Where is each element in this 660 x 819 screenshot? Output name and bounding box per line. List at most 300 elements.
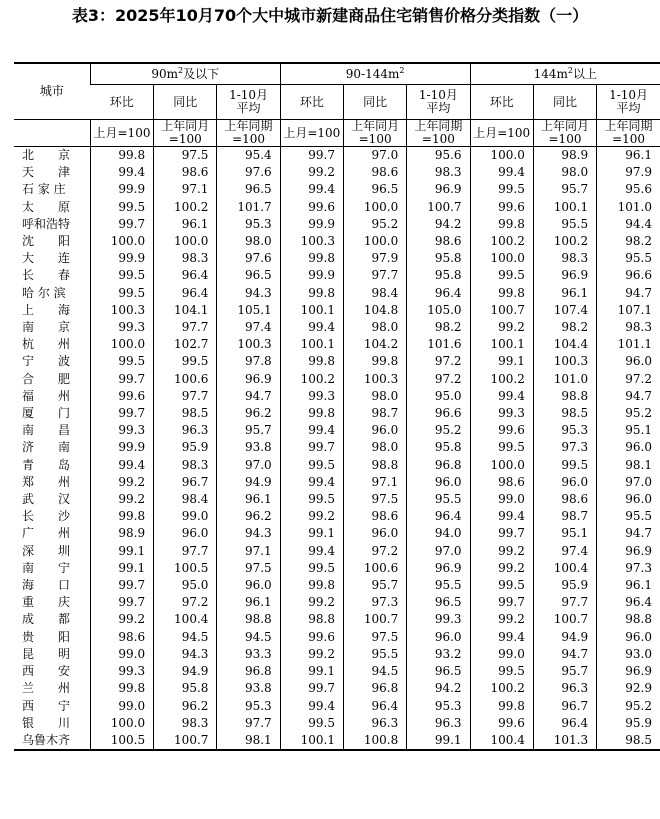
sub-header-2-1: 同比 [533, 85, 596, 120]
index-value-cell: 94.7 [597, 525, 660, 542]
index-value-cell: 96.2 [154, 698, 217, 715]
index-value-cell: 100.1 [280, 302, 343, 319]
base-header-2-1: 上年同月 =100 [533, 120, 596, 147]
table-row [14, 405, 660, 422]
index-value-cell: 99.5 [280, 457, 343, 474]
index-value-cell: 99.6 [90, 388, 153, 405]
index-value-cell: 97.2 [597, 371, 660, 388]
group-header-large-base: 144m [533, 66, 568, 81]
index-value-cell: 100.1 [280, 336, 343, 353]
city-name-cell: 石 家 庄 [22, 182, 66, 197]
index-value-cell: 97.5 [154, 147, 217, 165]
index-value-cell: 96.6 [407, 405, 470, 422]
index-value-cell: 99.9 [90, 181, 153, 198]
table-row [14, 508, 660, 525]
index-value-cell: 99.1 [90, 543, 153, 560]
index-value-cell: 104.4 [533, 336, 596, 353]
index-value-cell: 100.0 [90, 715, 153, 732]
index-value-cell: 97.3 [343, 594, 406, 611]
index-value-cell: 100.4 [470, 732, 533, 750]
index-value-cell: 98.6 [90, 629, 153, 646]
index-value-cell: 99.5 [90, 199, 153, 216]
index-value-cell: 99.4 [280, 181, 343, 198]
index-value-cell: 98.5 [154, 405, 217, 422]
index-value-cell: 97.7 [343, 267, 406, 284]
index-value-cell: 99.0 [90, 698, 153, 715]
index-value-cell: 101.6 [407, 336, 470, 353]
index-value-cell: 100.7 [154, 732, 217, 750]
index-value-cell: 98.7 [343, 405, 406, 422]
table-row [14, 646, 660, 663]
city-name-cell: 武 汉 [22, 492, 71, 507]
index-value-cell: 96.1 [217, 491, 280, 508]
price-index-table-container [14, 62, 660, 751]
index-value-cell: 99.5 [470, 181, 533, 198]
index-value-cell: 95.4 [217, 147, 280, 165]
index-value-cell: 98.4 [343, 285, 406, 302]
sub-header-1-1: 同比 [343, 85, 406, 120]
index-value-cell: 98.7 [533, 508, 596, 525]
index-value-cell: 99.3 [90, 319, 153, 336]
city-name-cell: 长 沙 [22, 509, 71, 524]
table-row [14, 577, 660, 594]
city-name-cell: 沈 阳 [22, 234, 71, 249]
index-value-cell: 99.8 [280, 577, 343, 594]
index-value-cell: 99.6 [470, 199, 533, 216]
index-value-cell: 99.1 [407, 732, 470, 750]
city-name-cell: 郑 州 [22, 474, 71, 489]
index-value-cell: 107.1 [597, 302, 660, 319]
index-value-cell: 96.7 [154, 474, 217, 491]
index-value-cell: 95.2 [343, 216, 406, 233]
index-value-cell: 101.0 [597, 199, 660, 216]
index-value-cell: 100.1 [533, 199, 596, 216]
index-value-cell: 99.3 [280, 388, 343, 405]
table-row [14, 560, 660, 577]
sub-header-2-2: 1-10月 平均 [597, 85, 660, 120]
table-row [14, 250, 660, 267]
index-value-cell: 99.3 [90, 422, 153, 439]
index-value-cell: 96.0 [597, 491, 660, 508]
index-value-cell: 99.5 [90, 285, 153, 302]
index-value-cell: 98.6 [154, 164, 217, 181]
index-value-cell: 93.2 [407, 646, 470, 663]
index-value-cell: 99.0 [154, 508, 217, 525]
index-value-cell: 97.7 [154, 543, 217, 560]
index-value-cell: 96.6 [597, 267, 660, 284]
index-value-cell: 95.5 [343, 646, 406, 663]
index-value-cell: 94.7 [533, 646, 596, 663]
index-value-cell: 100.5 [154, 560, 217, 577]
index-value-cell: 99.4 [280, 698, 343, 715]
city-name-cell: 上 海 [22, 302, 71, 317]
index-value-cell: 98.0 [343, 388, 406, 405]
index-value-cell: 99.1 [90, 560, 153, 577]
base-header-1-0: 上月=100 [280, 120, 343, 147]
index-value-cell: 99.7 [470, 594, 533, 611]
sub-header-row [14, 85, 660, 120]
index-value-cell: 98.4 [154, 491, 217, 508]
index-value-cell: 98.8 [597, 611, 660, 628]
index-value-cell: 94.5 [217, 629, 280, 646]
index-value-cell: 98.8 [343, 457, 406, 474]
index-value-cell: 97.9 [343, 250, 406, 267]
index-value-cell: 99.4 [90, 457, 153, 474]
index-value-cell: 98.0 [217, 233, 280, 250]
city-name-cell: 成 都 [22, 612, 71, 627]
index-value-cell: 95.7 [533, 181, 596, 198]
index-value-cell: 98.2 [533, 319, 596, 336]
index-value-cell: 99.0 [470, 646, 533, 663]
city-name-cell: 贵 阳 [22, 629, 71, 644]
index-value-cell: 99.5 [90, 353, 153, 370]
base-header-2-2: 上年同期 =100 [597, 120, 660, 147]
table-row [14, 216, 660, 233]
index-value-cell: 95.5 [533, 216, 596, 233]
index-value-cell: 95.3 [533, 422, 596, 439]
index-value-cell: 96.3 [407, 715, 470, 732]
index-value-cell: 99.7 [280, 147, 343, 165]
index-value-cell: 99.8 [343, 353, 406, 370]
index-value-cell: 100.7 [343, 611, 406, 628]
index-value-cell: 98.1 [217, 732, 280, 750]
index-value-cell: 102.7 [154, 336, 217, 353]
index-value-cell: 97.2 [407, 353, 470, 370]
index-value-cell: 99.9 [90, 439, 153, 456]
index-value-cell: 95.0 [407, 388, 470, 405]
table-row [14, 491, 660, 508]
index-value-cell: 99.9 [280, 216, 343, 233]
index-value-cell: 99.5 [470, 439, 533, 456]
index-value-cell: 95.6 [597, 181, 660, 198]
index-value-cell: 98.5 [533, 405, 596, 422]
index-value-cell: 99.8 [90, 680, 153, 697]
index-value-cell: 97.1 [343, 474, 406, 491]
index-value-cell: 99.5 [90, 267, 153, 284]
index-value-cell: 99.3 [470, 405, 533, 422]
index-value-cell: 96.5 [217, 181, 280, 198]
index-value-cell: 95.8 [407, 439, 470, 456]
group-header-medium-sup: 2 [399, 65, 405, 75]
index-value-cell: 101.7 [217, 199, 280, 216]
index-value-cell: 98.3 [533, 250, 596, 267]
index-value-cell: 95.9 [533, 577, 596, 594]
index-value-cell: 99.4 [280, 543, 343, 560]
index-value-cell: 99.2 [280, 646, 343, 663]
index-value-cell: 99.4 [280, 474, 343, 491]
index-value-cell: 100.4 [154, 611, 217, 628]
table-row [14, 629, 660, 646]
table-row [14, 474, 660, 491]
index-value-cell: 96.1 [154, 216, 217, 233]
index-value-cell: 99.2 [280, 164, 343, 181]
index-value-cell: 96.0 [407, 629, 470, 646]
index-value-cell: 98.0 [533, 164, 596, 181]
index-value-cell: 96.1 [597, 577, 660, 594]
index-value-cell: 94.9 [533, 629, 596, 646]
index-value-cell: 93.8 [217, 680, 280, 697]
table-row [14, 147, 660, 165]
table-row [14, 285, 660, 302]
index-value-cell: 96.9 [597, 663, 660, 680]
index-value-cell: 101.3 [533, 732, 596, 750]
index-value-cell: 99.4 [470, 164, 533, 181]
index-value-cell: 94.2 [407, 216, 470, 233]
city-name-cell: 西 安 [22, 664, 71, 679]
index-value-cell: 100.0 [470, 250, 533, 267]
index-value-cell: 99.8 [280, 353, 343, 370]
index-value-cell: 97.3 [597, 560, 660, 577]
index-value-cell: 100.7 [533, 611, 596, 628]
index-value-cell: 97.2 [154, 594, 217, 611]
index-value-cell: 98.3 [154, 457, 217, 474]
city-name-cell: 深 圳 [22, 543, 71, 558]
index-value-cell: 99.2 [470, 543, 533, 560]
index-value-cell: 99.8 [470, 698, 533, 715]
table-row [14, 267, 660, 284]
index-value-cell: 97.3 [533, 439, 596, 456]
index-value-cell: 96.9 [533, 267, 596, 284]
index-value-cell: 99.2 [470, 319, 533, 336]
group-header-small-sup: 2 [178, 65, 184, 75]
city-name-cell: 南 宁 [22, 560, 71, 575]
index-value-cell: 100.0 [470, 457, 533, 474]
index-value-cell: 96.2 [217, 508, 280, 525]
index-value-cell: 97.4 [533, 543, 596, 560]
index-value-cell: 95.6 [407, 147, 470, 165]
index-value-cell: 97.8 [217, 353, 280, 370]
index-value-cell: 95.9 [154, 439, 217, 456]
index-value-cell: 94.7 [597, 285, 660, 302]
index-value-cell: 96.0 [154, 525, 217, 542]
index-value-cell: 96.0 [407, 474, 470, 491]
index-value-cell: 99.0 [470, 491, 533, 508]
table-row [14, 181, 660, 198]
table-row [14, 611, 660, 628]
index-value-cell: 95.1 [533, 525, 596, 542]
index-value-cell: 99.6 [470, 422, 533, 439]
index-value-cell: 96.9 [407, 560, 470, 577]
city-name-cell: 乌鲁木齐 [14, 732, 90, 750]
table-row [14, 371, 660, 388]
index-value-cell: 97.0 [407, 543, 470, 560]
index-value-cell: 99.7 [280, 439, 343, 456]
index-value-cell: 100.0 [90, 233, 153, 250]
sub-header-2-0: 环比 [470, 85, 533, 120]
index-value-cell: 94.5 [343, 663, 406, 680]
index-value-cell: 99.5 [280, 560, 343, 577]
city-base-header-blank [14, 120, 90, 147]
index-value-cell: 99.5 [470, 663, 533, 680]
index-value-cell: 94.9 [154, 663, 217, 680]
table-header [14, 63, 660, 147]
city-name-cell: 重 庆 [22, 595, 71, 610]
city-name-cell: 兰 州 [22, 681, 71, 696]
index-value-cell: 99.2 [280, 594, 343, 611]
index-value-cell: 99.4 [90, 164, 153, 181]
index-value-cell: 99.8 [280, 250, 343, 267]
city-name-cell: 长 春 [22, 268, 71, 283]
index-value-cell: 99.7 [90, 577, 153, 594]
index-value-cell: 97.0 [597, 474, 660, 491]
index-value-cell: 99.1 [470, 353, 533, 370]
index-value-cell: 99.8 [470, 285, 533, 302]
index-value-cell: 96.4 [533, 715, 596, 732]
sub-header-1-0: 环比 [280, 85, 343, 120]
index-value-cell: 95.3 [217, 216, 280, 233]
index-value-cell: 104.8 [343, 302, 406, 319]
index-value-cell: 99.5 [533, 457, 596, 474]
group-header-large [470, 63, 660, 85]
index-value-cell: 94.5 [154, 629, 217, 646]
index-value-cell: 95.5 [597, 508, 660, 525]
table-row [14, 422, 660, 439]
index-value-cell: 97.0 [217, 457, 280, 474]
index-value-cell: 97.4 [217, 319, 280, 336]
table-row [14, 715, 660, 732]
index-value-cell: 96.3 [343, 715, 406, 732]
index-value-cell: 97.5 [343, 491, 406, 508]
city-name-cell: 南 京 [22, 320, 71, 335]
table-row [14, 680, 660, 697]
index-value-cell: 101.1 [597, 336, 660, 353]
index-value-cell: 99.8 [280, 405, 343, 422]
index-value-cell: 100.6 [154, 371, 217, 388]
index-value-cell: 100.7 [407, 199, 470, 216]
table-row [14, 439, 660, 456]
index-value-cell: 97.9 [597, 164, 660, 181]
index-value-cell: 98.5 [597, 732, 660, 750]
index-value-cell: 104.1 [154, 302, 217, 319]
table-row [14, 353, 660, 370]
index-value-cell: 94.4 [597, 216, 660, 233]
index-value-cell: 99.7 [90, 216, 153, 233]
base-header-0-2: 上年同期 =100 [217, 120, 280, 147]
index-value-cell: 95.9 [597, 715, 660, 732]
index-value-cell: 100.3 [343, 371, 406, 388]
index-value-cell: 99.8 [280, 285, 343, 302]
table-body [14, 147, 660, 751]
index-value-cell: 95.5 [407, 491, 470, 508]
index-value-cell: 95.8 [154, 680, 217, 697]
index-value-cell: 95.8 [407, 267, 470, 284]
table-row [14, 388, 660, 405]
index-value-cell: 98.8 [217, 611, 280, 628]
city-name-cell: 哈 尔 滨 [22, 285, 66, 300]
index-value-cell: 98.3 [154, 715, 217, 732]
index-value-cell: 97.7 [154, 319, 217, 336]
index-value-cell: 100.0 [90, 336, 153, 353]
index-value-cell: 107.4 [533, 302, 596, 319]
sub-header-1-2: 1-10月 平均 [407, 85, 470, 120]
index-value-cell: 99.8 [90, 508, 153, 525]
base-header-0-0: 上月=100 [90, 120, 153, 147]
index-value-cell: 96.5 [407, 663, 470, 680]
city-name-cell: 厦 门 [22, 406, 71, 421]
index-value-cell: 99.8 [90, 147, 153, 165]
index-value-cell: 99.5 [280, 491, 343, 508]
index-value-cell: 96.9 [597, 543, 660, 560]
index-value-cell: 96.1 [533, 285, 596, 302]
table-row [14, 199, 660, 216]
index-value-cell: 100.2 [470, 233, 533, 250]
sub-header-0-1: 同比 [154, 85, 217, 120]
index-value-cell: 96.7 [533, 698, 596, 715]
index-value-cell: 95.2 [597, 698, 660, 715]
table-row [14, 336, 660, 353]
index-value-cell: 96.4 [407, 285, 470, 302]
index-value-cell: 99.2 [470, 560, 533, 577]
base-header-row [14, 120, 660, 147]
index-value-cell: 94.2 [407, 680, 470, 697]
index-value-cell: 99.0 [90, 646, 153, 663]
group-header-medium-base: 90-144m [345, 66, 400, 81]
index-value-cell: 100.1 [280, 732, 343, 750]
group-header-small [90, 63, 280, 85]
index-value-cell: 99.7 [90, 405, 153, 422]
index-value-cell: 96.0 [597, 439, 660, 456]
index-value-cell: 96.3 [154, 422, 217, 439]
index-value-cell: 96.8 [217, 663, 280, 680]
index-value-cell: 99.9 [90, 250, 153, 267]
index-value-cell: 100.5 [90, 732, 153, 750]
index-value-cell: 96.1 [217, 594, 280, 611]
index-value-cell: 96.4 [154, 267, 217, 284]
index-value-cell: 97.1 [217, 543, 280, 560]
index-value-cell: 100.2 [280, 371, 343, 388]
index-value-cell: 97.2 [343, 543, 406, 560]
index-value-cell: 100.2 [533, 233, 596, 250]
index-value-cell: 100.3 [217, 336, 280, 353]
index-value-cell: 96.0 [343, 525, 406, 542]
index-value-cell: 97.2 [407, 371, 470, 388]
index-value-cell: 97.5 [343, 629, 406, 646]
index-value-cell: 93.8 [217, 439, 280, 456]
city-name-cell: 广 州 [22, 526, 71, 541]
index-value-cell: 99.5 [470, 267, 533, 284]
index-value-cell: 100.6 [343, 560, 406, 577]
index-value-cell: 99.4 [280, 422, 343, 439]
index-value-cell: 100.1 [470, 336, 533, 353]
index-value-cell: 100.4 [533, 560, 596, 577]
index-value-cell: 95.7 [533, 663, 596, 680]
city-name-cell: 济 南 [22, 440, 71, 455]
city-name-cell: 呼和浩特 [22, 216, 71, 231]
table-row [14, 302, 660, 319]
city-name-cell: 杭 州 [22, 337, 71, 352]
table-row [14, 543, 660, 560]
index-value-cell: 100.3 [280, 233, 343, 250]
index-value-cell: 98.6 [533, 491, 596, 508]
city-name-cell: 青 岛 [22, 457, 71, 472]
city-column-header: 城市 [14, 63, 90, 120]
base-header-0-1: 上年同月 =100 [154, 120, 217, 147]
index-value-cell: 100.7 [470, 302, 533, 319]
index-value-cell: 99.2 [90, 491, 153, 508]
index-value-cell: 99.4 [470, 388, 533, 405]
city-name-cell: 福 州 [22, 388, 71, 403]
index-value-cell: 96.4 [407, 508, 470, 525]
city-name-cell: 北 京 [22, 148, 71, 162]
index-value-cell: 99.6 [280, 629, 343, 646]
index-value-cell: 100.0 [343, 233, 406, 250]
index-value-cell: 98.6 [343, 164, 406, 181]
index-value-cell: 98.3 [407, 164, 470, 181]
index-value-cell: 100.2 [470, 680, 533, 697]
index-value-cell: 95.1 [597, 422, 660, 439]
index-value-cell: 95.5 [597, 250, 660, 267]
index-value-cell: 96.4 [343, 698, 406, 715]
